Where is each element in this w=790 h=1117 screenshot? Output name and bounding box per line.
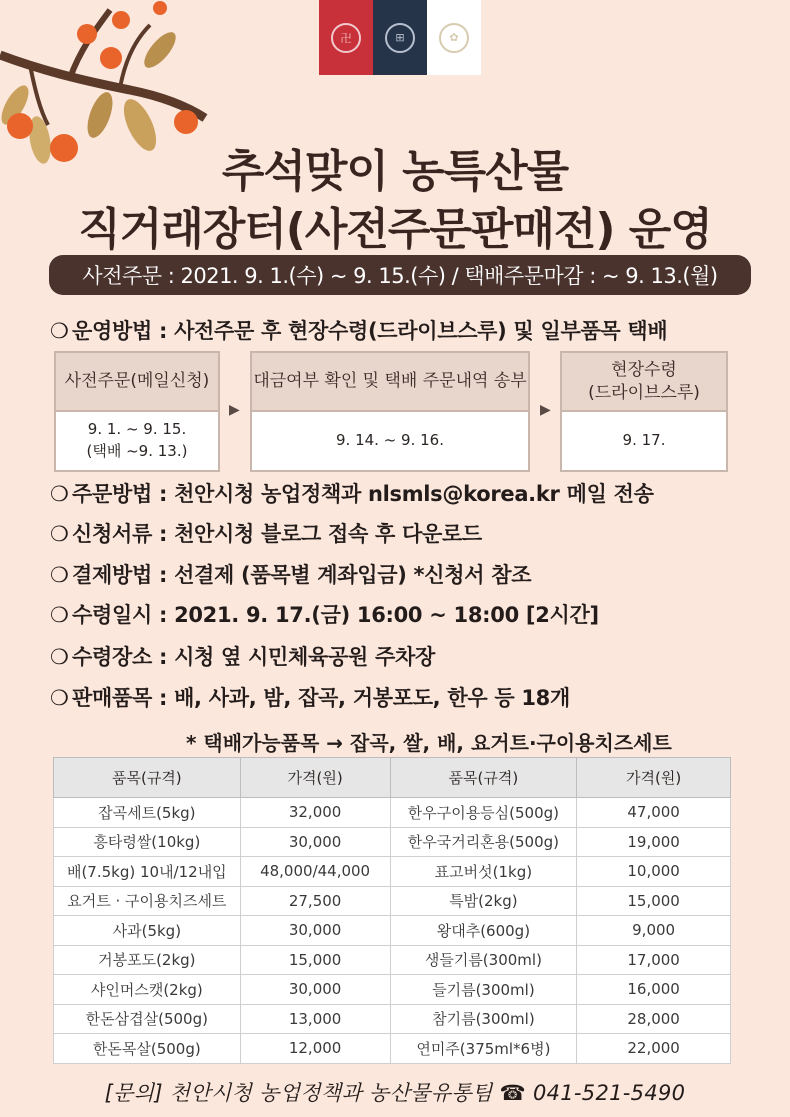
table-cell: 28,000 xyxy=(577,1004,731,1034)
table-cell: 한우구이용등심(500g) xyxy=(390,798,577,828)
table-cell: 32,000 xyxy=(240,798,390,828)
arrow-icon: ▶ xyxy=(540,402,551,418)
item-order-text: 주문방법 : 천안시청 농업정책과 nlsmls@korea.kr 메일 전송 xyxy=(72,482,654,506)
table-cell: 16,000 xyxy=(577,975,731,1005)
table-row xyxy=(54,975,731,1005)
step-pickup-head xyxy=(562,353,726,412)
table-cell: 한우국거리혼용(500g) xyxy=(390,827,577,857)
item-pickup-place-text: 수령장소 : 시청 옆 시민체육공원 주차장 xyxy=(72,645,435,669)
item-documents xyxy=(50,518,482,548)
delivery-note: * 택배가능품목 → 잡곡, 쌀, 배, 요거트·구이용치즈세트 xyxy=(186,731,672,755)
table-cell: 17,000 xyxy=(577,945,731,975)
table-row xyxy=(54,916,731,946)
table-cell: 배(7.5kg) 10내/12내입 xyxy=(54,857,241,887)
column-header: 가격(원) xyxy=(240,758,390,798)
table-cell: 사과(5kg) xyxy=(54,916,241,946)
item-pickup-place xyxy=(50,641,435,671)
table-cell: 한돈목살(500g) xyxy=(54,1034,241,1064)
step-pickup-head-line1: 현장수령 xyxy=(611,359,677,380)
bullet-icon: ❍ xyxy=(50,686,69,710)
navy-emblem-icon: ⊞ xyxy=(385,23,415,53)
table-cell: 연미주(375ml*6병) xyxy=(390,1034,577,1064)
bullet-icon: ❍ xyxy=(50,522,69,546)
table-cell: 48,000/44,000 xyxy=(240,857,390,887)
item-payment xyxy=(50,559,531,589)
step-payment-check-head: 대금여부 확인 및 택배 주문내역 송부 xyxy=(252,353,528,412)
step-preorder-body xyxy=(56,412,218,469)
table-cell: 15,000 xyxy=(240,945,390,975)
table-cell: 들기름(300ml) xyxy=(390,975,577,1005)
step-preorder-head: 사전주문(메일신청) xyxy=(56,353,218,412)
table-cell: 생들기름(300ml) xyxy=(390,945,577,975)
table-cell: 27,500 xyxy=(240,886,390,916)
emblem-blocks xyxy=(319,0,481,75)
item-order xyxy=(50,478,654,508)
item-products xyxy=(50,682,570,712)
item-products-text: 판매품목 : 배, 사과, 밤, 잡곡, 거봉포도, 한우 등 18개 xyxy=(72,686,570,710)
item-documents-text: 신청서류 : 천안시청 블로그 접속 후 다운로드 xyxy=(72,522,482,546)
item-operation xyxy=(50,315,667,345)
table-cell: 15,000 xyxy=(577,886,731,916)
table-cell: 30,000 xyxy=(240,827,390,857)
step-preorder-delivery-date: (택배 ~9. 13.) xyxy=(86,441,188,460)
table-cell: 흥타령쌀(10kg) xyxy=(54,827,241,857)
red-emblem-block xyxy=(319,0,373,75)
step-preorder xyxy=(54,351,220,472)
table-cell: 왕대추(600g) xyxy=(390,916,577,946)
column-header: 품목(규격) xyxy=(54,758,241,798)
bullet-icon: ❍ xyxy=(50,645,69,669)
step-payment-check-body: 9. 14. ~ 9. 16. xyxy=(336,430,444,449)
table-cell: 22,000 xyxy=(577,1034,731,1064)
step-pickup xyxy=(560,351,728,472)
page-title-line1: 추석맞이 농특산물 xyxy=(221,146,569,197)
table-cell: 19,000 xyxy=(577,827,731,857)
table-row xyxy=(54,886,731,916)
table-cell: 요거트 · 구이용치즈세트 xyxy=(54,886,241,916)
column-header: 가격(원) xyxy=(577,758,731,798)
bullet-icon: ❍ xyxy=(50,603,69,627)
red-emblem-icon: 卍 xyxy=(331,23,361,53)
column-header: 품목(규격) xyxy=(390,758,577,798)
price-table xyxy=(53,757,731,1064)
period-banner: 사전주문 : 2021. 9. 1.(수) ~ 9. 15.(수) / 택배주문마감 : ~ 9. 13.(월) xyxy=(49,255,751,295)
step-preorder-date: 9. 1. ~ 9. 15. xyxy=(87,419,187,438)
table-cell: 특밤(2kg) xyxy=(390,886,577,916)
item-payment-text: 결제방법 : 선결제 (품목별 계좌입금) *신청서 참조 xyxy=(72,563,532,587)
contact-footer: [문의] 천안시청 농업정책과 농산물유통팀 ☎ 041-521-5490 xyxy=(104,1081,686,1105)
table-row xyxy=(54,827,731,857)
page-title-line2: 직거래장터(사전주문판매전) 운영 xyxy=(78,204,712,255)
item-pickup-date-text: 수령일시 : 2021. 9. 17.(금) 16:00 ~ 18:00 [2시간] xyxy=(72,603,599,627)
bullet-icon: ❍ xyxy=(50,482,69,506)
table-cell: 30,000 xyxy=(240,916,390,946)
table-cell: 12,000 xyxy=(240,1034,390,1064)
table-cell: 거봉포도(2kg) xyxy=(54,945,241,975)
table-cell: 13,000 xyxy=(240,1004,390,1034)
navy-emblem-block xyxy=(373,0,427,75)
table-row xyxy=(54,1004,731,1034)
table-row xyxy=(54,1034,731,1064)
table-cell: 30,000 xyxy=(240,975,390,1005)
bullet-icon: ❍ xyxy=(50,563,69,587)
table-cell: 9,000 xyxy=(577,916,731,946)
table-cell: 한돈삼겹살(500g) xyxy=(54,1004,241,1034)
table-cell: 잡곡세트(5kg) xyxy=(54,798,241,828)
table-row xyxy=(54,945,731,975)
table-cell: 10,000 xyxy=(577,857,731,887)
item-operation-text: 운영방법 : 사전주문 후 현장수령(드라이브스루) 및 일부품목 택배 xyxy=(72,319,668,343)
item-pickup-date xyxy=(50,599,599,629)
step-pickup-head-line2: (드라이브스루) xyxy=(588,382,700,403)
white-emblem-block xyxy=(427,0,481,75)
arrow-icon: ▶ xyxy=(229,402,240,418)
table-header-row xyxy=(54,758,731,798)
table-cell: 참기름(300ml) xyxy=(390,1004,577,1034)
step-payment-check xyxy=(250,351,530,472)
step-pickup-body: 9. 17. xyxy=(622,430,666,449)
table-cell: 표고버섯(1kg) xyxy=(390,857,577,887)
table-row xyxy=(54,798,731,828)
white-emblem-icon: ✿ xyxy=(439,23,469,53)
bullet-icon: ❍ xyxy=(50,319,69,343)
table-cell: 샤인머스캣(2kg) xyxy=(54,975,241,1005)
table-row xyxy=(54,857,731,887)
table-cell: 47,000 xyxy=(577,798,731,828)
